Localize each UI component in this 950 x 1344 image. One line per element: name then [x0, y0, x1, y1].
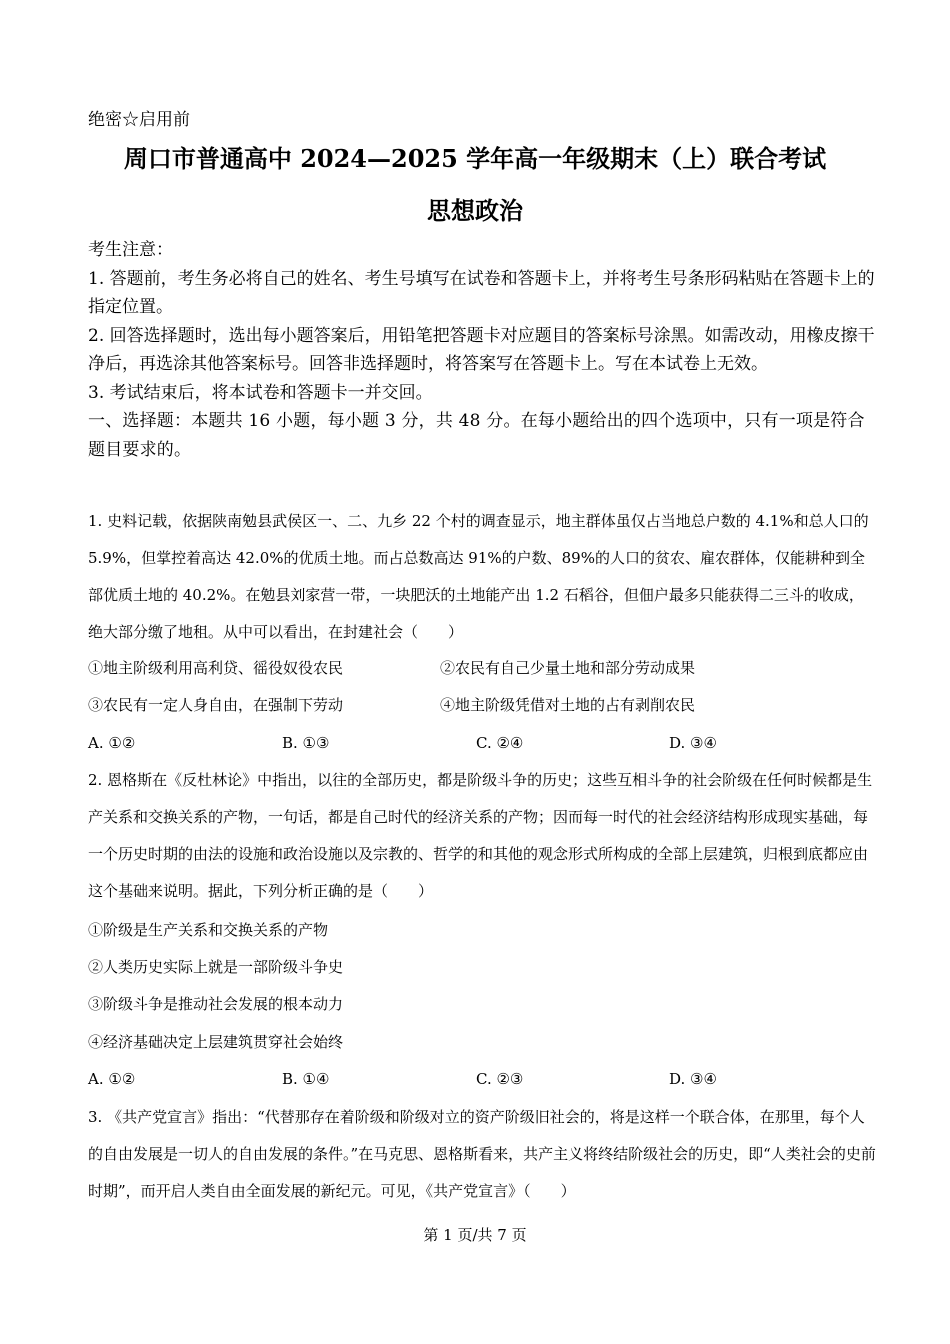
question-1-statement-3: ③农民有一定人身自由，在强制下劳动	[88, 696, 344, 714]
question-2-statement-4: ④经济基础决定上层建筑贯穿社会始终	[88, 1033, 344, 1051]
question-1-choice-b[interactable]: B. ①③	[282, 734, 330, 752]
question-2-choice-d[interactable]: D. ③④	[669, 1070, 717, 1088]
question-2-statement-row-2	[88, 949, 878, 986]
exam-subject: 思想政治	[427, 196, 523, 225]
question-1-statements-row-1	[88, 650, 878, 687]
notice-block	[88, 236, 878, 464]
question-1-stem	[88, 503, 878, 651]
question-3-text: 3. 《共产党宣言》指出：“代替那存在着阶级和阶级对立的资产阶级旧社会的，将是这样一个联合体，在那里，每个人的自由发展是一切人的自由发展的条件。”在马克思、恩格斯看来，共产主义将终结阶级社会的历史，即“人类社会的史前时期”，而开启人类自由全面发展的新纪元。可见，《共产党宣言》（ ）	[88, 1108, 876, 1200]
question-2-choice-b[interactable]: B. ①④	[282, 1070, 330, 1088]
exam-title: 周口市普通高中 2024—2025 学年高一年级期末（上）联合考试	[123, 144, 827, 173]
question-2-statement-row-3	[88, 986, 878, 1023]
confidential-mark: 绝密☆启用前	[88, 110, 190, 130]
notice-item-3: 3. 考试结束后，将本试卷和答题卡一并交回。	[88, 382, 433, 403]
question-1-text: 1. 史料记载，依据陕南勉县武侯区一、二、九乡 22 个村的调查显示，地主群体虽仅占当地总户数的 4.1%和总人口的 5.9%，但掌控着高达 42.0%的优质土地。而占总数高达 91%的户数、89%的人口的贫农、雇农群体，仅能耕种到全部优质土地的 40.2%。在勉县刘家营一带，一块肥沃的土地能产出 1.2 石稻谷，但佃户最多只能获得二三斗的收成，绝大部分缴了地租。从中可以看出，在封建社会（ ）	[88, 512, 869, 641]
question-2-statement-2: ②人类历史实际上就是一部阶级斗争史	[88, 958, 344, 976]
question-2-text: 2. 恩格斯在《反杜林论》中指出，以往的全部历史，都是阶级斗争的历史；这些互相斗争的社会阶级在任何时候都是生产关系和交换关系的产物，一句话，都是自己时代的经济关系的产物；因而每一时代的社会经济结构形成现实基础，每一个历史时期的由法的设施和政治设施以及宗教的、哲学的和其他的观念形式所构成的全部上层建筑，归根到底都应由这个基础来说明。据此，下列分析正确的是（ ）	[88, 771, 873, 900]
notice-item-1: 1. 答题前，考生务必将自己的姓名、考生号填写在试卷和答题卡上，并将考生号条形码粘贴在答题卡上的指定位置。	[88, 268, 875, 317]
question-1-statement-4: ④地主阶级凭借对土地的占有剥削农民	[440, 696, 696, 714]
question-2-choices	[88, 1061, 878, 1098]
question-2-statement-1: ①阶级是生产关系和交换关系的产物	[88, 921, 329, 939]
question-1-choices	[88, 725, 878, 762]
page-number: 第 1 页/共 7 页	[423, 1226, 527, 1244]
question-1-statements-row-2	[88, 687, 878, 724]
notice-heading: 考生注意：	[88, 240, 173, 260]
question-2-statement-3: ③阶级斗争是推动社会发展的根本动力	[88, 995, 344, 1013]
question-2-stem	[88, 762, 878, 910]
notice-item-2: 2. 回答选择题时，选出每小题答案后，用铅笔把答题卡对应题目的答案标号涂黑。如需改动，用橡皮擦干净后，再选涂其他答案标号。回答非选择题时，将答案写在答题卡上。写在本试卷上无效。	[88, 325, 875, 374]
question-1-choice-a[interactable]: A. ①②	[88, 734, 136, 752]
question-2-choice-c[interactable]: C. ②③	[476, 1070, 524, 1088]
question-2-statement-row-1	[88, 912, 878, 949]
question-1-statement-1: ①地主阶级利用高利贷、徭役奴役农民	[88, 659, 344, 677]
question-1-statement-2: ②农民有自己少量土地和部分劳动成果	[440, 659, 696, 677]
question-1-choice-c[interactable]: C. ②④	[476, 734, 524, 752]
section-heading: 一、选择题：本题共 16 小题，每小题 3 分，共 48 分。在每小题给出的四个选项中，只有一项是符合题目要求的。	[88, 411, 865, 460]
question-3-stem	[88, 1099, 878, 1210]
question-2-statement-row-4	[88, 1024, 878, 1061]
question-1-choice-d[interactable]: D. ③④	[669, 734, 717, 752]
question-2-choice-a[interactable]: A. ①②	[88, 1070, 136, 1088]
